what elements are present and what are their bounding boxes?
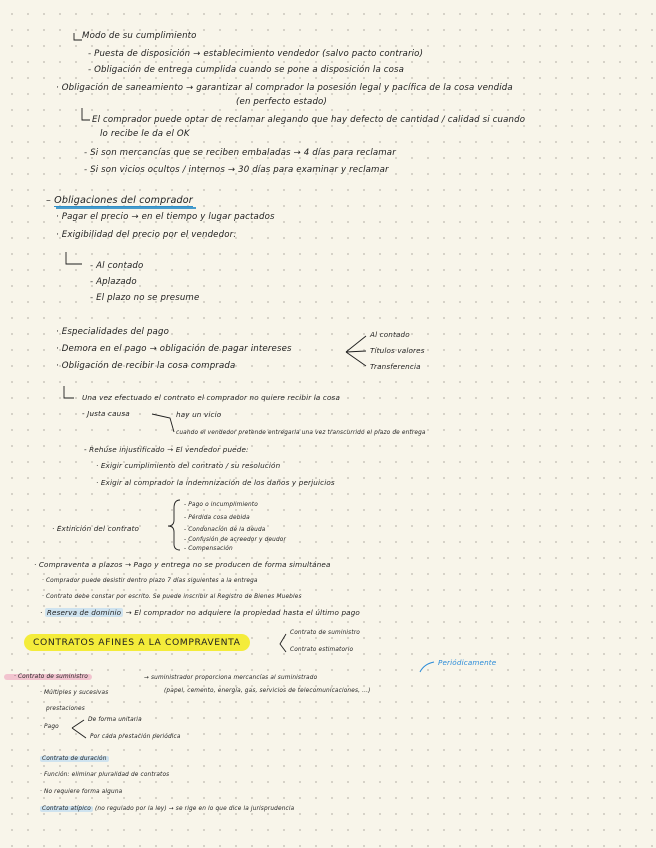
note-line: (en perfecto estado) <box>236 97 327 107</box>
note-line: · Especialidades del pago <box>56 327 169 337</box>
note-line: · Exigir cumplimiento del contrato / su resolución <box>96 461 281 470</box>
note-line: - Pago o incumplimiento <box>184 502 258 508</box>
note-line: Por cada prestación periódica <box>90 734 181 740</box>
note-line: Transferencia <box>370 362 421 371</box>
note-text: (no regulado por la ley) → se rige en lo que dice la jurisprudencia <box>95 806 295 812</box>
note-line: El comprador puede optar de reclamar alegando que hay defecto de cantidad / calidad si cuando <box>92 115 526 125</box>
note-line: lo recibe le da el OK <box>100 129 190 139</box>
note-line: (papel, cemento, energía, gas, servicios de telecomunicaciones, ...) <box>164 688 371 694</box>
note-line: · No requiere forma alguna <box>40 789 123 795</box>
note-line: - Rehúse injustificado → El vendedor puede: <box>84 445 249 454</box>
note-line: · Comprador puede desistir dentro plazo 7 días siguientes a la entrega <box>42 578 258 584</box>
note-line: - El plazo no se presume <box>90 293 200 303</box>
note-line: - Si son mercancías que se reciben embaladas → 4 días para reclamar <box>84 148 396 158</box>
note-line: - Aplazado <box>90 277 137 287</box>
note-line: · Pago <box>40 724 59 730</box>
note-line: Contrato de suministro <box>290 630 360 636</box>
note-line <box>40 756 109 763</box>
highlighted-term: Contrato atípico <box>42 806 91 812</box>
annotation-note: Periódicamente <box>438 658 497 667</box>
note-line: cuando el vendedor pretende entregarla una vez transcurrido el plazo de entrega <box>176 430 426 436</box>
note-line <box>40 806 294 813</box>
note-line: · Contrato debe constar por escrito. Se puede inscribir al Registro de Bienes Muebles <box>42 594 302 600</box>
note-line: · Compraventa a plazos → Pago y entrega no se producen de forma simultánea <box>34 560 331 569</box>
note-line: · Obligación de saneamiento → garantizar al comprador la posesión legal y pacífica de la cosa vendida <box>56 83 513 93</box>
highlighted-term: Contrato de duración <box>42 756 107 762</box>
highlighted-term: · Contrato de suministro <box>4 674 92 680</box>
section-heading-text: CONTRATOS AFINES A LA COMPRAVENTA <box>24 634 250 651</box>
note-line: - Obligación de entrega cumplida cuando se pone a disposición la cosa <box>88 65 405 75</box>
highlighted-term: Reserva de dominio <box>46 608 122 617</box>
note-line: → suministrador proporciona mercancías al suministrado <box>144 675 318 681</box>
note-line: Una vez efectuado el contrato el comprador no quiere recibir la cosa <box>82 393 340 402</box>
note-line: - Puesta de disposición → establecimiento vendedor (salvo pacto contrario) <box>88 49 424 59</box>
note-line: · Función: eliminar pluralidad de contratos <box>40 772 170 778</box>
note-line: Contrato estimatorio <box>290 647 354 653</box>
note-line <box>4 674 92 681</box>
section-heading-text: Obligaciones del comprador <box>54 195 193 206</box>
note-line: - Si son vicios ocultos / internos → 30 días para examinar y reclamar <box>84 165 389 175</box>
section-heading: – Obligaciones del comprador <box>46 195 193 206</box>
note-line: hay un vicio <box>176 410 222 419</box>
note-line: · Pagar el precio → en el tiempo y lugar pactados <box>56 212 275 222</box>
note-line: - Condonación de la deuda <box>184 527 266 533</box>
note-line: · Demora en el pago → obligación de pagar intereses <box>56 344 292 354</box>
note-line: · Extinción del contrato <box>52 524 140 533</box>
note-line: De forma unitaria <box>88 717 142 723</box>
note-text: Contrato de suministro <box>17 674 88 680</box>
note-line: - Al contado <box>90 261 144 271</box>
note-line: · Exigir al comprador la indemnización de los daños y perjuicios <box>96 478 335 487</box>
note-text: → El comprador no adquiere la propiedad hasta el último pago <box>125 608 360 617</box>
note-line: Títulos valores <box>370 346 425 355</box>
note-line: - Confusión de acreedor y deudor <box>184 537 287 543</box>
note-line: Modo de su cumplimiento <box>82 31 197 41</box>
note-line: · Múltiples y sucesivas <box>40 690 109 696</box>
note-line: · Reserva de dominio → El comprador no adquiere la propiedad hasta el último pago <box>40 608 360 617</box>
note-line: prestaciones <box>46 706 85 712</box>
note-line: · Exigibilidad del precio por el vendedor: <box>56 230 237 240</box>
note-line: - Pérdida cosa debida <box>184 515 250 521</box>
note-line: - Compensación <box>184 546 233 552</box>
note-line: - Justa causa <box>82 409 130 418</box>
note-line: · Obligación de recibir la cosa comprada <box>56 361 236 371</box>
section-heading <box>24 637 250 649</box>
note-line: Al contado <box>370 330 410 339</box>
